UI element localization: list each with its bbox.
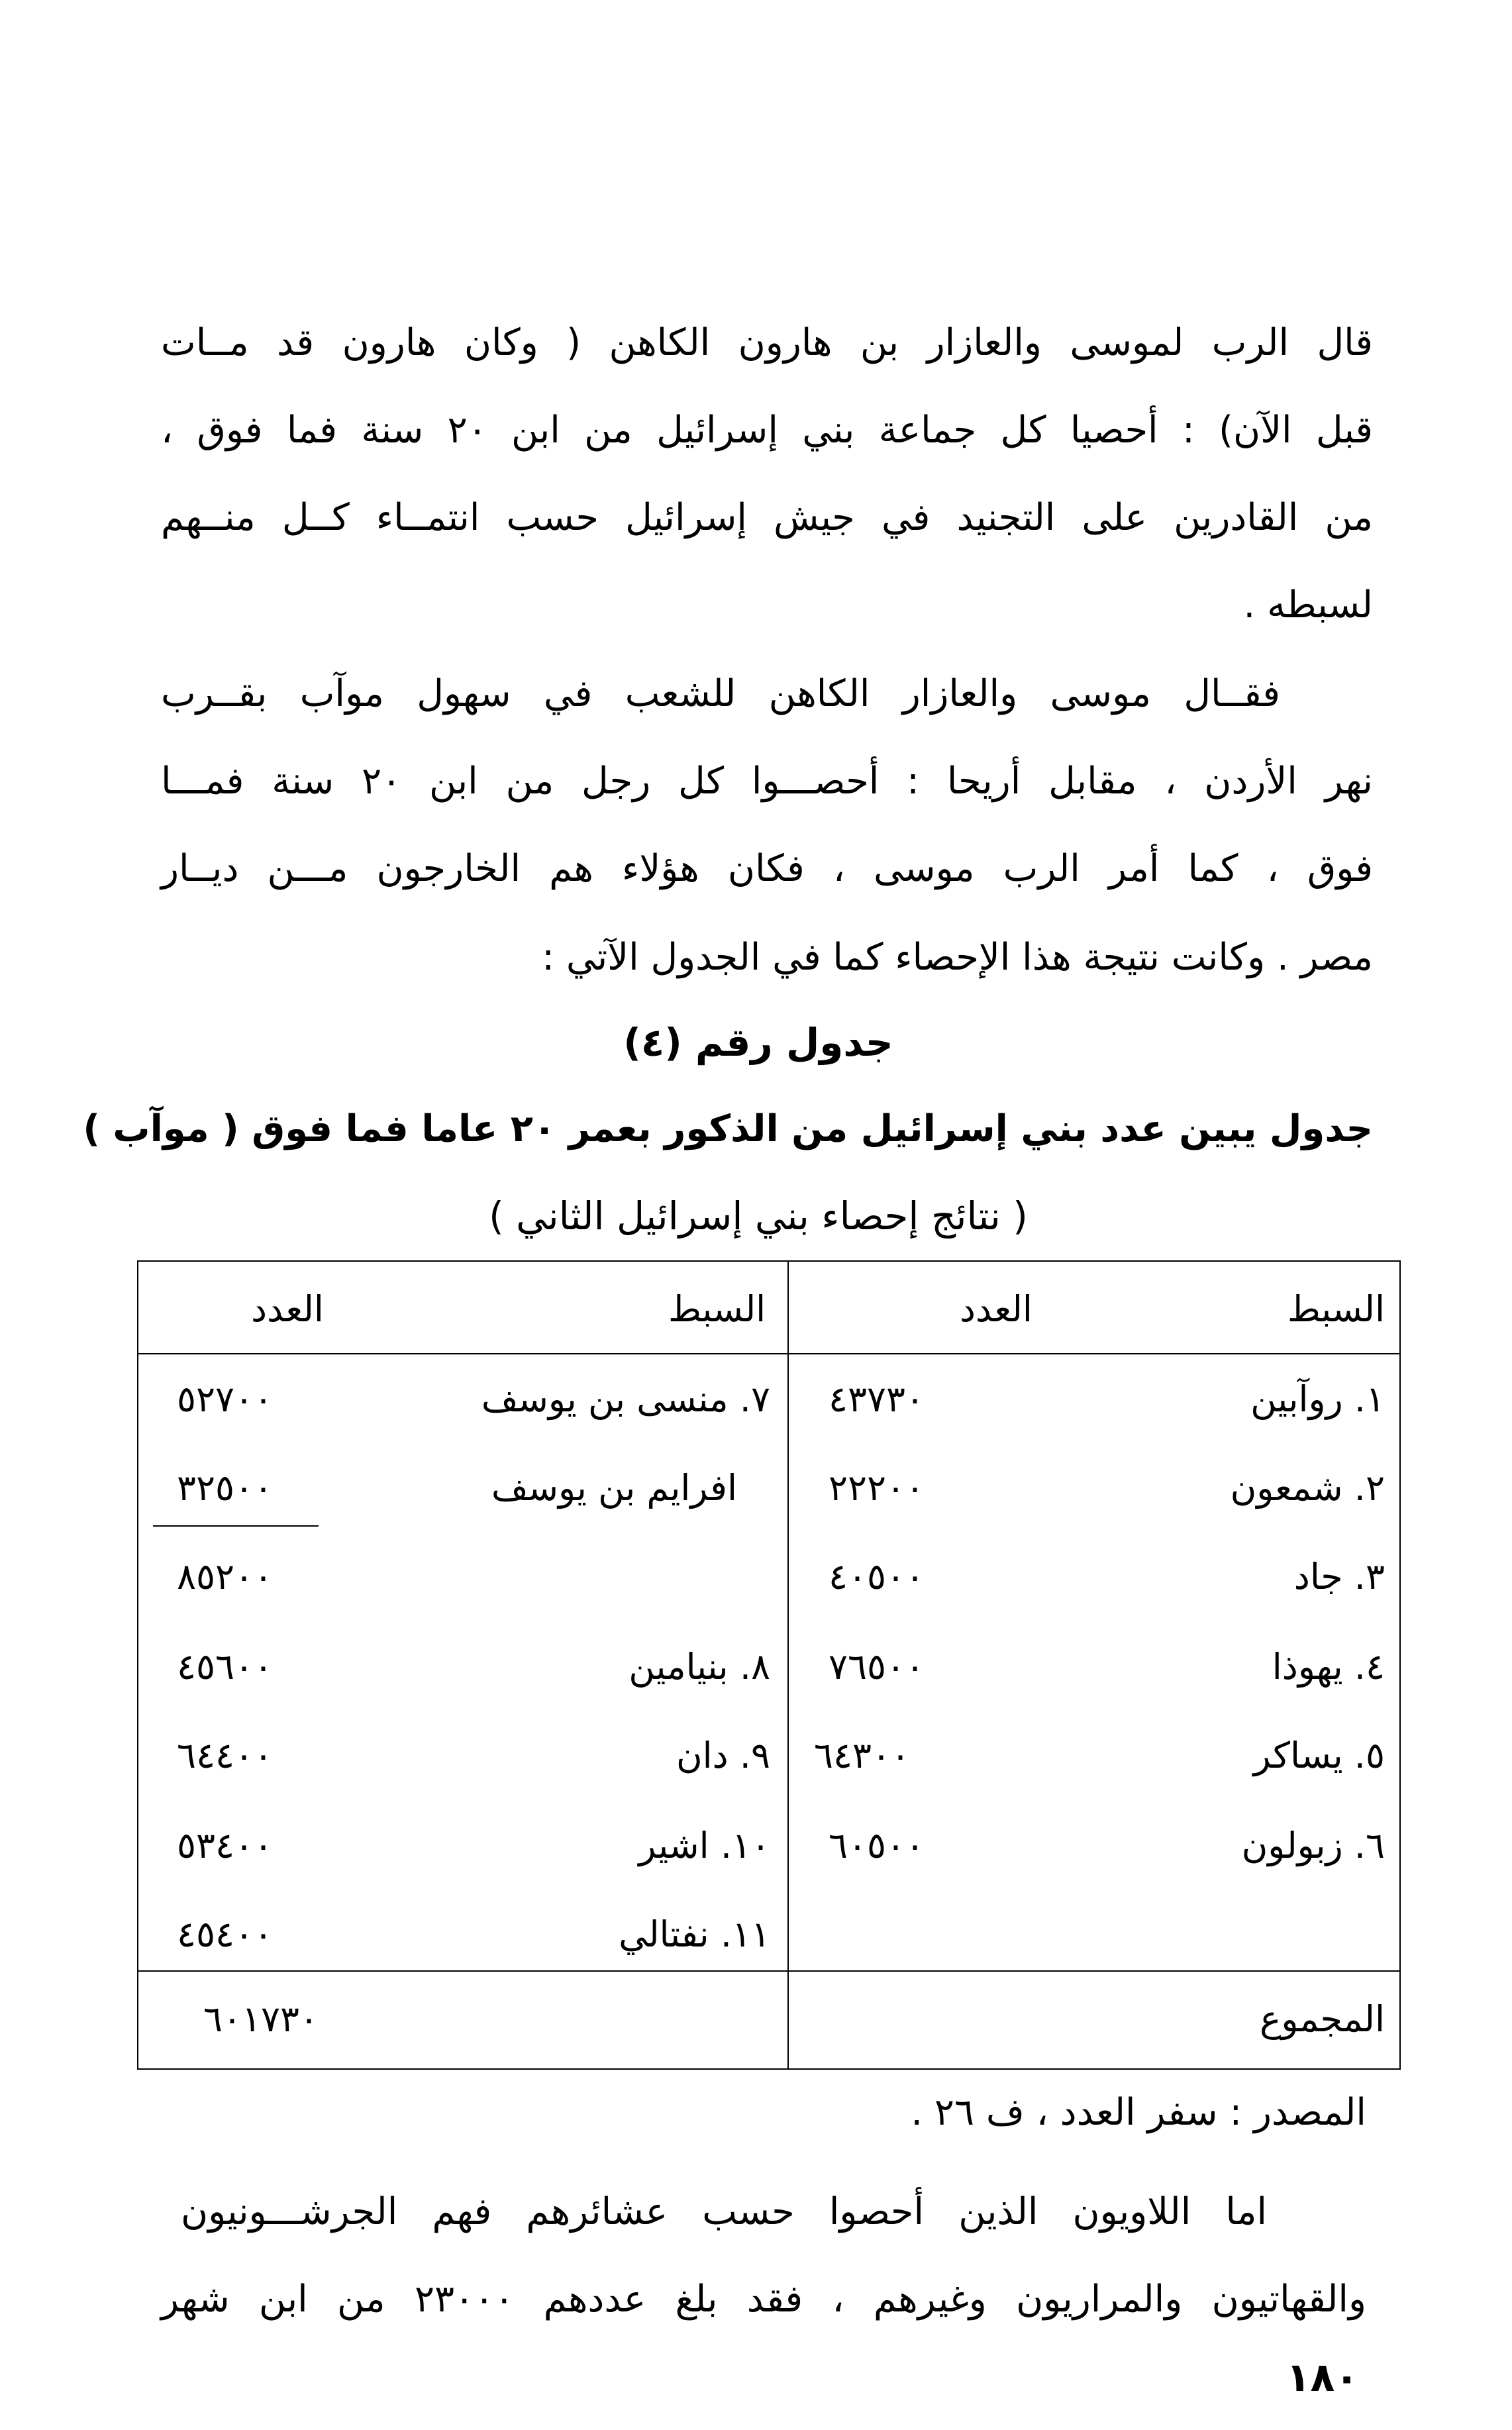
table-caption: جدول يبين عدد بني إسرائيل من الذكور بعمر ٢٠ عاما فما فوق ( موآب ) [83, 1107, 1373, 1150]
table-cell-tribe: ٢. شمعون [1230, 1467, 1385, 1509]
total-value: ٦٠١٧٣٠ [203, 1998, 319, 2040]
text-line: لسبطه . [1243, 583, 1373, 627]
header-count-right: العدد [960, 1288, 1033, 1330]
text-line: اما اللاويون الذين أحصوا حسب عشائرهم فهم الجرشـــونيون [181, 2190, 1267, 2233]
header-divider [138, 1353, 1399, 1354]
table-cell-count: ٥٣٤٠٠ [177, 1825, 274, 1866]
total-divider [138, 1970, 1399, 1972]
page-number: ١٨٠ [1286, 2354, 1359, 2401]
table-title: جدول رقم (٤) [623, 1020, 893, 1065]
table-subcaption: ( نتائج إحصاء بني إسرائيل الثاني ) [489, 1193, 1028, 1239]
table-cell-tribe: ٦. زبولون [1241, 1825, 1385, 1866]
text-line: من القادرين على التجنيد في جيش إسرائيل حسب انتمــاء كــل منــهم [161, 496, 1373, 539]
table-cell-count: ٤٥٤٠٠ [177, 1913, 274, 1955]
text-line: قبل الآن) : أحصيا كل جماعة بني إسرائيل من ابن ٢٠ سنة فما فوق ، [161, 409, 1373, 452]
total-label: المجموع [1260, 1998, 1385, 2040]
header-count-left: العدد [251, 1288, 324, 1330]
table-cell-count: ٣٢٥٠٠ [177, 1467, 274, 1509]
table-cell-tribe: افرايم بن يوسف [491, 1467, 737, 1509]
table-cell-tribe: ١٠. اشير [638, 1825, 770, 1866]
subtotal-rule [153, 1525, 319, 1527]
table-cell-tribe: ٥. يساكر [1253, 1735, 1385, 1776]
table-cell-count: ٢٢٢٠٠ [829, 1467, 925, 1509]
text-line: والقهاتيون والمراريون وغيرهم ، فقد بلغ عددهم ٢٣٠٠٠ من ابن شهر [161, 2278, 1366, 2321]
table-cell-tribe: ٨. بنيامين [629, 1646, 770, 1688]
table-cell-tribe: ٤. يهوذا [1272, 1646, 1385, 1688]
header-tribe-left: السبط [668, 1288, 766, 1330]
table-cell-count: ٤٠٥٠٠ [829, 1556, 925, 1597]
table-cell-tribe: ٩. دان [676, 1735, 770, 1776]
table-cell-count: ٦٠٥٠٠ [829, 1825, 925, 1866]
census-table [137, 1260, 1401, 2070]
subtotal-count: ٨٥٢٠٠ [177, 1556, 274, 1597]
text-line: فوق ، كما أمر الرب موسى ، فكان هؤلاء هم الخارجون مـــن ديــار [161, 847, 1373, 890]
table-cell-count: ٧٦٥٠٠ [829, 1646, 925, 1688]
header-tribe-right: السبط [1287, 1288, 1385, 1330]
text-line: قال الرب لموسى والعازار بن هارون الكاهن ( وكان هارون قد مــات [161, 321, 1373, 364]
text-line: فقــال موسى والعازار الكاهن للشعب في سهول موآب بقــرب [161, 672, 1280, 715]
table-cell-count: ٤٥٦٠٠ [177, 1646, 274, 1688]
text-line: نهر الأردن ، مقابل أريحا : أحصـــوا كل رجل من ابن ٢٠ سنة فمـــا [161, 760, 1374, 803]
table-cell-tribe: ١. روآبين [1250, 1378, 1385, 1420]
table-cell-tribe: ١١. نفتالي [619, 1913, 770, 1955]
table-cell-count: ٦٤٣٠٠ [814, 1735, 911, 1776]
table-cell-count: ٤٣٧٣٠ [829, 1378, 925, 1420]
column-divider [787, 1262, 789, 2068]
text-line: مصر . وكانت نتيجة هذا الإحصاء كما في الجدول الآتي : [542, 936, 1373, 979]
table-cell-tribe: ٧. منسى بن يوسف [481, 1378, 770, 1420]
table-cell-count: ٥٢٧٠٠ [177, 1378, 274, 1420]
source-note: المصدر : سفر العدد ، ف ٢٦ . [911, 2091, 1366, 2134]
table-cell-tribe: ٣. جاد [1293, 1556, 1385, 1597]
table-cell-count: ٦٤٤٠٠ [177, 1735, 274, 1776]
